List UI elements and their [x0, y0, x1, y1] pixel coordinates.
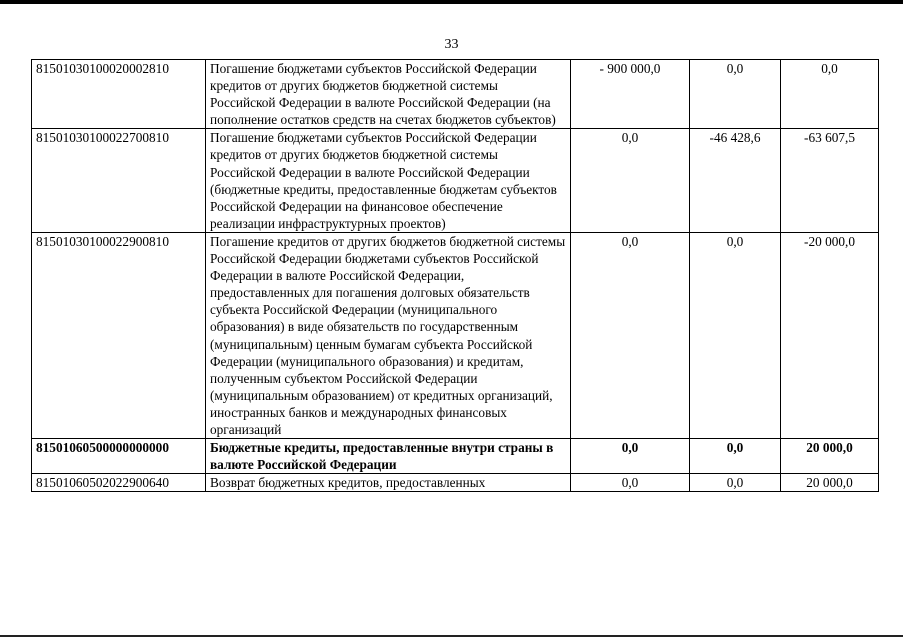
budget-description: Погашение кредитов от других бюджетов бюджетной системы Российской Федерации бюджетами субъектов Российской Федерации в валюте Российской Федерации, предоставленных для погашения долговых обязательств субъекта Российской Федерации (муниципального образования) в виде обязательств по государственным (муниципальным) ценным бумагам субъекта Российской Федерации (муниципального образования) и кредитам, полученным субъектом Российской Федерации (муниципальным образованием) от кредитных организаций, иностранных банков и международных финансовых организаций [206, 232, 571, 438]
value-column-2: -46 428,6 [690, 129, 781, 233]
budget-code: 81501060502022900640 [32, 474, 206, 492]
top-border-line [0, 0, 903, 4]
budget-description: Бюджетные кредиты, предоставленные внутри страны в валюте Российской Федерации [206, 439, 571, 474]
budget-code: 81501060500000000000 [32, 439, 206, 474]
value-column-3: 20 000,0 [781, 474, 879, 492]
value-column-2: 0,0 [690, 439, 781, 474]
value-column-1: 0,0 [571, 232, 690, 438]
value-column-1: 0,0 [571, 129, 690, 233]
value-column-3: 20 000,0 [781, 439, 879, 474]
value-column-1: 0,0 [571, 474, 690, 492]
budget-description: Возврат бюджетных кредитов, предоставленных [206, 474, 571, 492]
budget-table [31, 59, 879, 492]
table-row-total [32, 439, 879, 474]
value-column-3: -63 607,5 [781, 129, 879, 233]
value-column-1: - 900 000,0 [571, 60, 690, 129]
value-column-3: -20 000,0 [781, 232, 879, 438]
page-number: 33 [444, 37, 459, 52]
table-row [32, 129, 879, 233]
budget-code: 81501030100020002810 [32, 60, 206, 129]
value-column-2: 0,0 [690, 474, 781, 492]
budget-description: Погашение бюджетами субъектов Российской Федерации кредитов от других бюджетов бюджетной системы Российской Федерации в валюте Российской Федерации (бюджетные кредиты, предоставленные бюджетам субъектов Российской Федерации на финансовое обеспечение реализации инфраструктурных проектов) [206, 129, 571, 233]
budget-description: Погашение бюджетами субъектов Российской Федерации кредитов от других бюджетов бюджетной системы Российской Федерации в валюте Российской Федерации (на пополнение остатков средств на счетах бюджетов субъектов) [206, 60, 571, 129]
table-row [32, 474, 879, 492]
value-column-2: 0,0 [690, 232, 781, 438]
budget-code: 81501030100022700810 [32, 129, 206, 233]
value-column-1: 0,0 [571, 439, 690, 474]
table-row [32, 232, 879, 438]
value-column-3: 0,0 [781, 60, 879, 129]
table-row [32, 60, 879, 129]
budget-code: 81501030100022900810 [32, 232, 206, 438]
value-column-2: 0,0 [690, 60, 781, 129]
bottom-border-line [0, 635, 903, 637]
